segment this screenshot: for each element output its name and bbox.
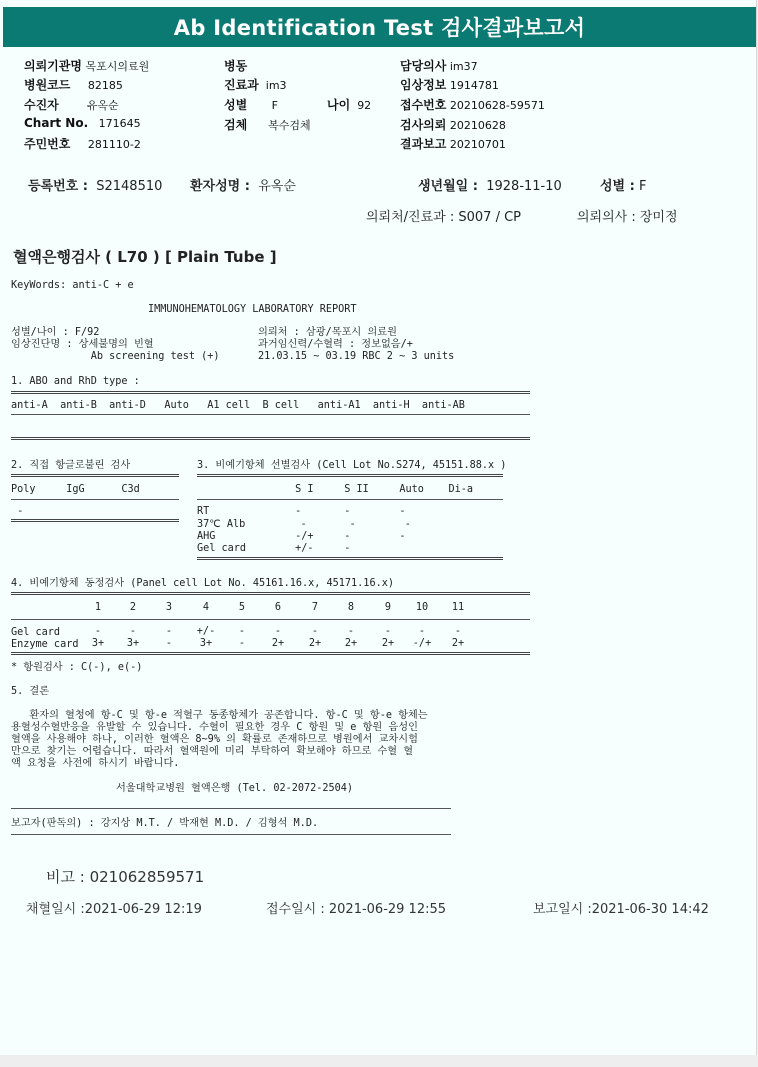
gel-card-cell: +/- xyxy=(196,626,216,637)
dat-title: 2. 직접 항글로불린 검사 xyxy=(11,460,131,471)
divider xyxy=(11,519,179,522)
info-screening: Ab screening test (+) xyxy=(11,351,220,362)
enzyme-card-cell: 3+ xyxy=(91,638,105,649)
reporter: 보고자(판독의) : 강지상 M.T. / 박재현 M.D. / 김형석 M.D. xyxy=(11,818,319,829)
panel-col-header: 8 xyxy=(347,602,355,613)
conclusion-line: 만으로 찾기는 어렵습니다. 따라서 혈액원에 미리 부탁하여 확보해야 하므로 수혈 혈 xyxy=(11,746,414,757)
screen-header: S I S II Auto Di-a xyxy=(197,484,474,495)
header-chart-no: Chart No. 171645 xyxy=(24,116,141,130)
dat-value: - xyxy=(11,506,24,517)
enzyme-card-cell: 2+ xyxy=(271,638,285,649)
divider xyxy=(11,414,530,415)
header-hospital-code: 병원코드 82185 xyxy=(24,78,123,92)
screen-row-alb: 37℃ Alb - - - xyxy=(197,519,411,530)
patient-sex: 성별 : F xyxy=(600,179,647,194)
antigen-test: * 항원검사 : C(-), e(-) xyxy=(11,662,143,673)
enzyme-card-cell: 2+ xyxy=(308,638,322,649)
patient-dob: 생년월일 : 1928-11-10 xyxy=(418,179,562,194)
patient-doctor: 의뢰의사 : 장미정 xyxy=(577,210,678,225)
panel-col-header: 10 xyxy=(415,602,429,613)
enzyme-card-cell: -/+ xyxy=(412,638,432,649)
screen-row-rt: RT - - - xyxy=(197,506,406,517)
divider xyxy=(11,619,530,620)
info-diagnosis: 임상진단명 : 상세불명의 빈혈 xyxy=(11,339,154,350)
header-department: 진료과 im3 xyxy=(224,78,287,92)
gel-card-cell: - xyxy=(274,626,282,637)
info-transfusion: 21.03.15 ~ 03.19 RBC 2 ~ 3 units xyxy=(258,351,455,362)
report-time: 보고일시 :2021-06-30 14:42 xyxy=(533,902,709,917)
conclusion-line: 혈액을 사용해야 하나, 이러한 혈액은 8~9% 의 확률로 존재하므로 병원에서 교차시험 xyxy=(11,734,418,745)
conclusion-title: 5. 결론 xyxy=(11,686,50,697)
enzyme-card-label: Enzyme card xyxy=(11,639,79,650)
enzyme-card-cell: - xyxy=(238,638,246,649)
panel-col-header: 4 xyxy=(202,602,210,613)
divider xyxy=(197,474,503,477)
patient-dept: 의뢰처/진료과 : S007 / CP xyxy=(366,210,521,225)
panel-col-header: 1 xyxy=(94,602,102,613)
abo-title: 1. ABO and RhD type : xyxy=(11,376,140,387)
header-resident-no: 주민번호 281110-2 xyxy=(24,137,141,151)
collection-time: 채혈일시 :2021-06-29 12:19 xyxy=(26,902,202,917)
patient-name: 환자성명 : 유옥순 xyxy=(190,179,296,194)
panel-col-header: 11 xyxy=(451,602,465,613)
screen-row-ahg: AHG -/+ - - xyxy=(197,531,406,542)
divider xyxy=(11,474,179,477)
panel-col-header: 7 xyxy=(311,602,319,613)
header-receipt-no: 접수번호 20210628-59571 xyxy=(400,98,545,112)
gel-card-cell: - xyxy=(129,626,137,637)
header-test-request: 검사의뢰 20210628 xyxy=(400,118,506,132)
divider xyxy=(11,652,530,655)
divider xyxy=(11,499,179,500)
divider xyxy=(197,499,503,500)
header-institution: 의뢰기관명 목포시의료원 xyxy=(24,59,150,73)
gel-card-cell: - xyxy=(165,626,173,637)
header-result-report: 결과보고 20210701 xyxy=(400,137,506,151)
panel-col-header: 5 xyxy=(238,602,246,613)
patient-reg-no: 등록번호 : S2148510 xyxy=(28,179,163,194)
lab-report-title: IMMUNOHEMATOLOGY LABORATORY REPORT xyxy=(148,304,357,315)
header-ward: 병동 xyxy=(224,59,248,73)
gel-card-cell: - xyxy=(384,626,392,637)
hospital-signature: 서울대학교병원 혈액은행 (Tel. 02-2072-2504) xyxy=(116,783,354,794)
header-specimen: 검체 복수검체 xyxy=(224,118,311,132)
panel-col-header: 3 xyxy=(165,602,173,613)
conclusion-line: 환자의 혈청에 항-C 및 항-e 적혈구 동종항체가 공존합니다. 항-C 및 항-e 항체는 xyxy=(11,710,428,721)
keywords: KeyWords: anti-C + e xyxy=(11,280,134,291)
header-examinee: 수진자 유옥순 xyxy=(24,98,119,112)
gel-card-cell: - xyxy=(454,626,462,637)
header-doctor: 담당의사 im37 xyxy=(400,59,478,73)
enzyme-card-cell: 3+ xyxy=(126,638,140,649)
panel-col-header: 9 xyxy=(384,602,392,613)
divider xyxy=(197,557,503,560)
screen-title: 3. 비예기항체 선별검사 (Cell Lot No.S274, 45151.88.x ) xyxy=(197,460,507,471)
gel-card-cell: - xyxy=(347,626,355,637)
section-title: 혈액은행검사 ( L70 ) [ Plain Tube ] xyxy=(13,248,277,266)
info-sex-age: 성별/나이 : F/92 xyxy=(11,327,100,338)
header-sex: 성별 F xyxy=(224,98,278,112)
conclusion-line: 액 요청을 사전에 하시기 바랍니다. xyxy=(11,758,180,769)
divider xyxy=(11,391,530,394)
gel-card-cell: - xyxy=(311,626,319,637)
enzyme-card-cell: 2+ xyxy=(381,638,395,649)
conclusion-line: 용혈성수혈반응을 유발할 수 있습니다. 수혈이 필요한 경우 C 항원 및 e 항원 음성인 xyxy=(11,722,418,733)
enzyme-card-cell: 2+ xyxy=(344,638,358,649)
gel-card-label: Gel card xyxy=(11,627,61,638)
header-age: 나이 92 xyxy=(327,98,372,112)
report-title: Ab Identification Test 검사결과보고서 xyxy=(3,7,756,47)
header-clinical-info: 임상정보 1914781 xyxy=(400,78,499,92)
receipt-time: 접수일시 : 2021-06-29 12:55 xyxy=(266,902,447,917)
gel-card-cell: - xyxy=(94,626,102,637)
info-history: 과거임신력/수혈력 : 정보없음/+ xyxy=(258,339,413,350)
divider xyxy=(11,834,451,835)
divider xyxy=(11,808,451,809)
note: 비고 : 021062859571 xyxy=(46,868,205,886)
enzyme-card-cell: 2+ xyxy=(451,638,465,649)
divider xyxy=(11,592,530,595)
panel-title: 4. 비예기항체 동정검사 (Panel cell Lot No. 45161.16.x, 45171.16.x) xyxy=(11,578,394,589)
divider xyxy=(11,437,530,440)
info-requester: 의뢰처 : 삼광/목포시 의료원 xyxy=(258,327,397,338)
enzyme-card-cell: - xyxy=(165,638,173,649)
abo-header: anti-A anti-B anti-D Auto A1 cell B cell anti-A1 anti-H anti-AB xyxy=(11,400,465,411)
enzyme-card-cell: 3+ xyxy=(199,638,213,649)
gel-card-cell: - xyxy=(418,626,426,637)
screen-row-gel: Gel card +/- - xyxy=(197,543,351,554)
gel-card-cell: - xyxy=(238,626,246,637)
panel-col-header: 2 xyxy=(129,602,137,613)
panel-col-header: 6 xyxy=(274,602,282,613)
dat-header: Poly IgG C3d xyxy=(11,484,140,495)
